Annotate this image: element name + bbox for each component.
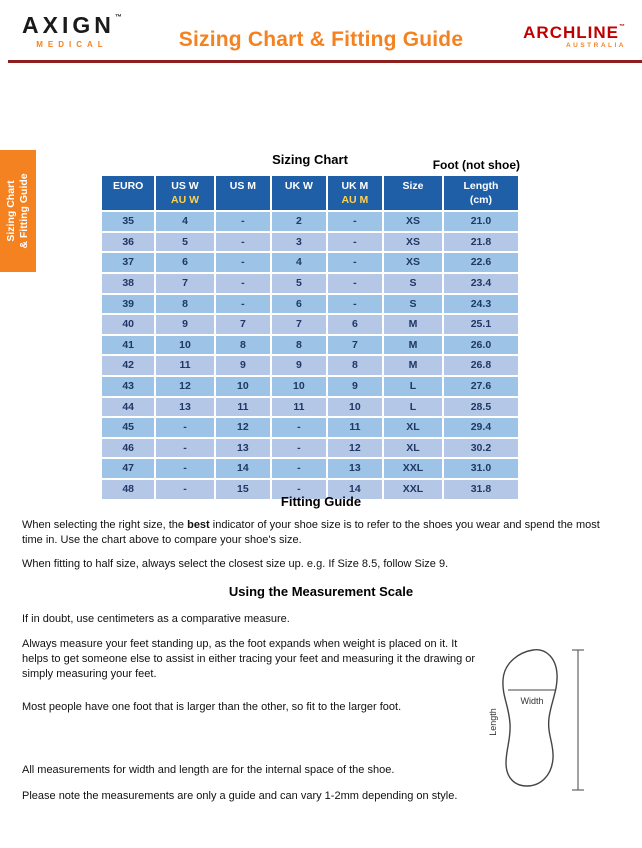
table-cell: 2 (271, 211, 327, 232)
axign-logo-subtitle: MEDICAL (36, 40, 108, 49)
table-row (101, 438, 519, 459)
table-cell: XL (383, 438, 443, 459)
table-cell: M (383, 335, 443, 356)
sizing-table-body (101, 211, 519, 499)
table-cell: S (383, 294, 443, 315)
column-header: Size (383, 175, 443, 211)
table-row (101, 273, 519, 294)
table-row (101, 355, 519, 376)
table-cell: 44 (101, 397, 155, 418)
table-cell: 25.1 (443, 314, 519, 335)
table-row (101, 458, 519, 479)
table-cell: 31.0 (443, 458, 519, 479)
table-cell: 10 (215, 376, 271, 397)
table-cell: - (327, 232, 383, 253)
sizing-table (100, 174, 520, 501)
measurement-paragraph-3: Most people have one foot that is larger than the other, so fit to the larger foot. (22, 701, 402, 713)
table-cell: 48 (101, 479, 155, 500)
table-cell: XS (383, 211, 443, 232)
table-cell: 9 (215, 355, 271, 376)
table-cell: 4 (155, 211, 214, 232)
table-cell: - (327, 252, 383, 273)
length-label: Length (488, 708, 498, 736)
page-title: Sizing Chart & Fitting Guide (178, 28, 464, 51)
table-row (101, 376, 519, 397)
measurement-paragraph-1: If in doubt, use centimeters as a comparative measure. (22, 613, 290, 625)
table-cell: 6 (155, 252, 214, 273)
table-cell: 21.0 (443, 211, 519, 232)
table-cell: 24.3 (443, 294, 519, 315)
table-cell: 40 (101, 314, 155, 335)
table-cell: 7 (155, 273, 214, 294)
table-cell: XS (383, 252, 443, 273)
column-header: US M (215, 175, 271, 211)
side-tab-label: Sizing Chart & Fitting Guide (4, 173, 30, 249)
table-cell: 46 (101, 438, 155, 459)
column-header: US W AU W (155, 175, 214, 211)
table-cell: 11 (327, 417, 383, 438)
table-cell: 42 (101, 355, 155, 376)
table-cell: 12 (155, 376, 214, 397)
table-cell: 22.6 (443, 252, 519, 273)
column-header: UK W (271, 175, 327, 211)
column-header: EURO (101, 175, 155, 211)
table-cell: 31.8 (443, 479, 519, 500)
table-cell: 23.4 (443, 273, 519, 294)
table-cell: 8 (155, 294, 214, 315)
table-cell: XS (383, 232, 443, 253)
measurement-paragraph-4: All measurements for width and length are for the internal space of the shoe. (22, 764, 395, 776)
table-cell: L (383, 397, 443, 418)
table-cell: 30.2 (443, 438, 519, 459)
table-row (101, 211, 519, 232)
table-cell: 26.8 (443, 355, 519, 376)
table-cell: 21.8 (443, 232, 519, 253)
trademark-symbol: ™ (619, 24, 626, 30)
table-cell: 28.5 (443, 397, 519, 418)
table-cell: 15 (215, 479, 271, 500)
table-cell: - (215, 273, 271, 294)
archline-logo-text: ARCHLINE™ (523, 23, 626, 42)
table-cell: 5 (271, 273, 327, 294)
archline-logo (523, 24, 626, 49)
table-cell: XL (383, 417, 443, 438)
table-cell: 41 (101, 335, 155, 356)
table-cell: - (155, 458, 214, 479)
table-cell: 27.6 (443, 376, 519, 397)
fitting-guide-paragraph-1: When selecting the right size, the best indicator of your shoe size is to refer to the shoes you wear and spend the most time in. Use the chart above to compare your shoe's size. (22, 519, 600, 546)
table-cell: M (383, 314, 443, 335)
column-header: UK M AU M (327, 175, 383, 211)
table-cell: 39 (101, 294, 155, 315)
column-header: Length (cm) (443, 175, 519, 211)
sizing-table-header-row (101, 175, 519, 211)
sizing-chart-heading: Sizing Chart (272, 152, 348, 167)
table-cell: - (271, 458, 327, 479)
measurement-paragraph-2: Always measure your feet standing up, as the foot expands when weight is placed on it. It helps to get someone else to assist in either tracing your feet and measuring it the drawing or simply measuring your feet. (22, 638, 476, 680)
table-cell: 7 (271, 314, 327, 335)
table-cell: XXL (383, 479, 443, 500)
table-row (101, 397, 519, 418)
table-cell: 7 (327, 335, 383, 356)
table-cell: S (383, 273, 443, 294)
table-cell: 13 (327, 458, 383, 479)
table-cell: - (271, 438, 327, 459)
table-cell: 3 (271, 232, 327, 253)
table-cell: 7 (215, 314, 271, 335)
table-cell: - (327, 273, 383, 294)
table-cell: 26.0 (443, 335, 519, 356)
table-cell: XXL (383, 458, 443, 479)
measurement-paragraph-5: Please note the measurements are only a guide and can vary 1-2mm depending on style. (22, 790, 458, 802)
table-cell: - (215, 232, 271, 253)
table-cell: 13 (215, 438, 271, 459)
trademark-symbol: ™ (114, 14, 122, 21)
table-cell: 11 (155, 355, 214, 376)
table-row (101, 252, 519, 273)
fitting-guide-heading: Fitting Guide (280, 494, 362, 509)
table-cell: - (271, 417, 327, 438)
table-cell: 10 (271, 376, 327, 397)
table-cell: 13 (155, 397, 214, 418)
table-cell: 29.4 (443, 417, 519, 438)
table-cell: 10 (155, 335, 214, 356)
table-cell: 9 (155, 314, 214, 335)
table-cell: - (155, 417, 214, 438)
measurement-scale-heading: Using the Measurement Scale (228, 584, 414, 599)
table-cell: - (327, 211, 383, 232)
table-cell: 8 (327, 355, 383, 376)
table-cell: L (383, 376, 443, 397)
table-cell: - (155, 438, 214, 459)
table-cell: - (327, 294, 383, 315)
table-row (101, 314, 519, 335)
table-cell: 45 (101, 417, 155, 438)
table-cell: - (271, 479, 327, 500)
table-cell: 11 (215, 397, 271, 418)
table-cell: - (215, 252, 271, 273)
table-cell: - (215, 211, 271, 232)
table-cell: 37 (101, 252, 155, 273)
table-cell: 8 (215, 335, 271, 356)
table-cell: - (155, 479, 214, 500)
fitting-guide-paragraph-2: When fitting to half size, always select the closest size up. e.g. If Size 8.5, follow Size 9. (22, 558, 449, 570)
table-cell: 9 (271, 355, 327, 376)
bold-word: best (187, 519, 210, 531)
table-cell: 12 (215, 417, 271, 438)
table-cell: 6 (327, 314, 383, 335)
table-cell: 5 (155, 232, 214, 253)
table-cell: 14 (215, 458, 271, 479)
table-cell: 9 (327, 376, 383, 397)
archline-logo-subtitle: AUSTRALIA (565, 42, 626, 49)
table-cell: M (383, 355, 443, 376)
table-cell: 43 (101, 376, 155, 397)
header-divider-line (8, 60, 642, 63)
table-row (101, 417, 519, 438)
foot-measurement-diagram (488, 644, 596, 796)
table-cell: 8 (271, 335, 327, 356)
table-cell: 35 (101, 211, 155, 232)
foot-not-shoe-note: Foot (not shoe) (432, 158, 520, 172)
table-row (101, 335, 519, 356)
table-cell: 6 (271, 294, 327, 315)
table-cell: 10 (327, 397, 383, 418)
table-cell: 36 (101, 232, 155, 253)
table-cell: - (215, 294, 271, 315)
table-cell: 38 (101, 273, 155, 294)
table-cell: 47 (101, 458, 155, 479)
table-cell: 11 (271, 397, 327, 418)
table-row (101, 294, 519, 315)
table-cell: 4 (271, 252, 327, 273)
axign-logo-text: AXIGN™ (22, 12, 122, 38)
width-label: Width (520, 696, 544, 706)
table-cell: 14 (327, 479, 383, 500)
side-tab (0, 150, 36, 272)
table-row (101, 232, 519, 253)
foot-outline (503, 650, 557, 786)
table-cell: 12 (327, 438, 383, 459)
